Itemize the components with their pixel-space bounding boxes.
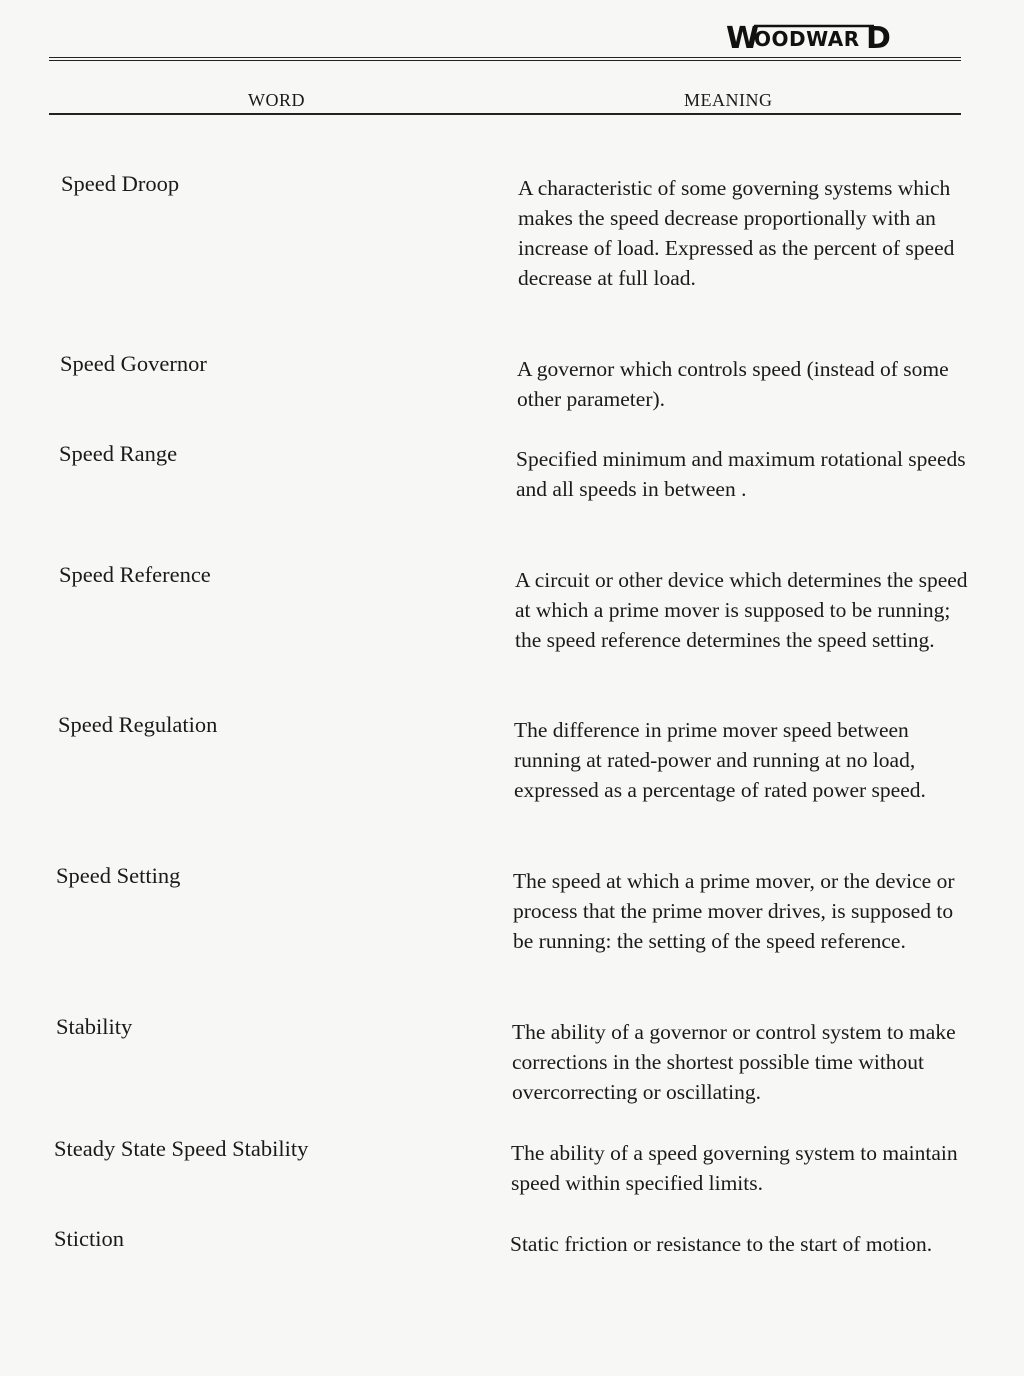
logo-wordmark — [726, 22, 896, 54]
term-speed-reference: Speed Reference — [59, 562, 211, 587]
svg-text:D: D — [866, 22, 892, 54]
term-speed-droop: Speed Droop — [61, 171, 180, 196]
woodward-logo — [726, 22, 896, 58]
meaning-column-heading: MEANING — [684, 90, 773, 110]
heading-rule — [49, 113, 961, 115]
svg-text:W: W — [726, 22, 760, 54]
definition-speed-setting: The speed at which a prime mover, or the device or process that the prime mover drives, is supposed to be running: the setting of the speed reference. — [513, 869, 955, 953]
word-column-heading: WORD — [248, 90, 305, 110]
definition-speed-range: Specified minimum and maximum rotational speeds and all speeds in between . — [516, 447, 966, 501]
definition-stability: The ability of a governor or control system to make corrections in the shortest possible time without overcorrecting or oscillating. — [512, 1020, 956, 1104]
header-double-rule — [49, 57, 961, 61]
definition-speed-reference: A circuit or other device which determines the speed at which a prime mover is supposed to be running; the speed reference determines the speed setting. — [515, 568, 968, 652]
definition-speed-droop: A characteristic of some governing systems which makes the speed decrease proportionally with an increase of load. Expressed as the percent of speed decrease at full load. — [518, 176, 955, 290]
definition-speed-regulation: The difference in prime mover speed between running at rated-power and running at no load, expressed as a percentage of rated power speed. — [514, 718, 926, 802]
term-speed-regulation: Speed Regulation — [58, 712, 218, 737]
term-stability: Stability — [56, 1014, 133, 1039]
definition-speed-governor: A governor which controls speed (instead of some other parameter). — [517, 357, 949, 411]
term-speed-governor: Speed Governor — [60, 351, 207, 376]
term-stiction: Stiction — [54, 1226, 125, 1251]
term-speed-range: Speed Range — [59, 441, 178, 466]
term-speed-setting: Speed Setting — [56, 863, 181, 888]
definition-stiction: Static friction or resistance to the start of motion. — [510, 1232, 933, 1256]
svg-text:OODWAR: OODWAR — [754, 27, 860, 51]
definition-steady-state-speed-stability: The ability of a speed governing system to maintain speed within specified limits. — [511, 1141, 958, 1195]
term-steady-state-speed-stability: Steady State Speed Stability — [54, 1136, 309, 1161]
